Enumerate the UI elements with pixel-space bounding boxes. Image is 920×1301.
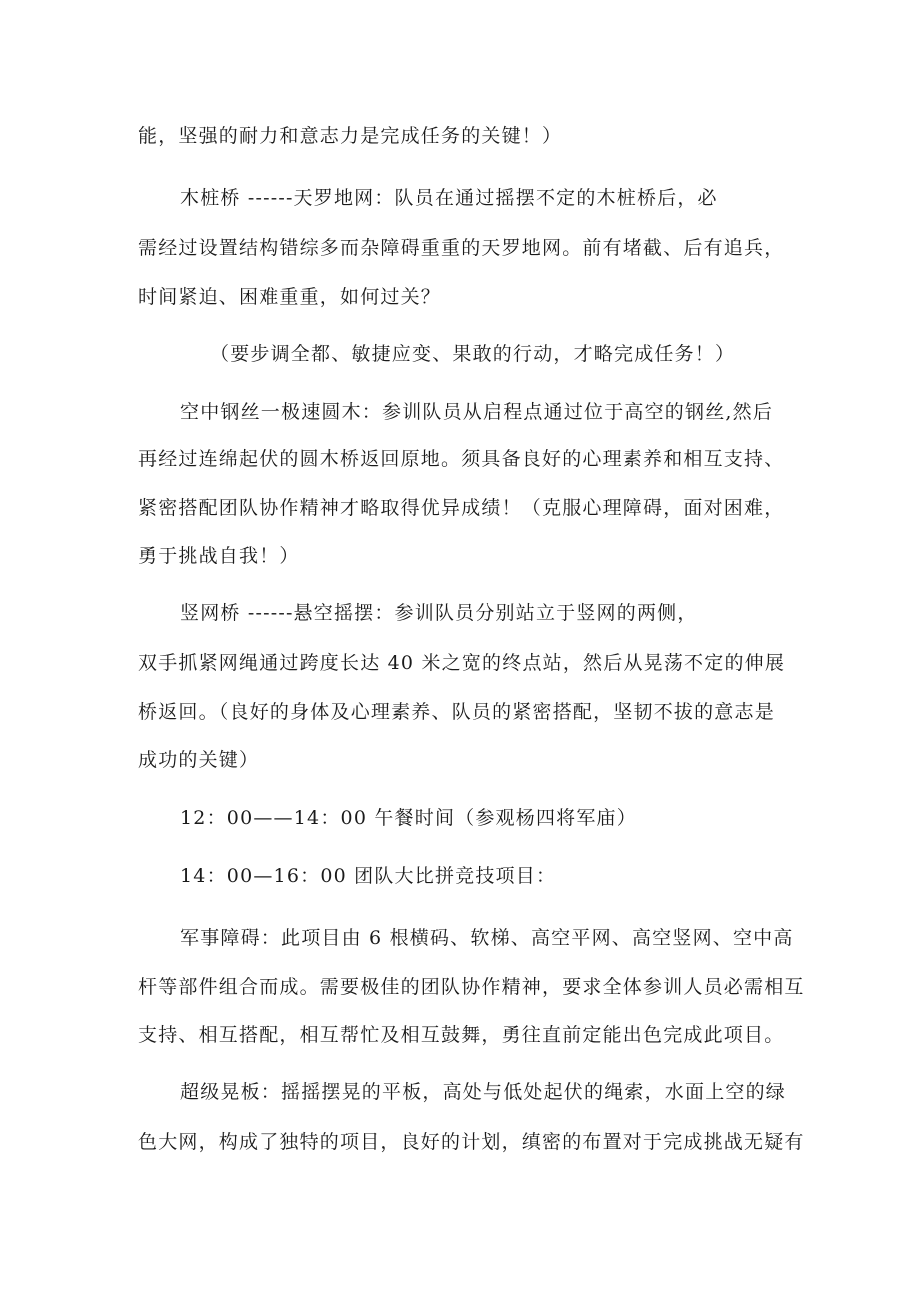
text-line: 需经过设置结构错综多而杂障碍重重的天罗地网。前有堵截、后有追兵， (138, 237, 785, 259)
text-line: 成功的关键） (138, 749, 260, 771)
text-line: 桥返回。（良好的身体及心理素养、队员的紧密搭配，坚韧不拔的意志是 (138, 701, 775, 723)
text-line: 杆等部件组合而成。需要极佳的团队协作精神，要求全体参训人员必需相互 (138, 976, 805, 998)
text-line: 竖网桥 ------悬空摇摆：参训队员分别站立于竖网的两侧， (180, 602, 698, 624)
schedule-line: 14：00—16：00 团队大比拼竞技项目： (180, 865, 557, 887)
text-line: （要步调全都、敏捷应变、果敢的行动，才略完成任务！） (210, 343, 736, 365)
text-line: 紧密搭配团队协作精神才略取得优异成绩！（克服心理障碍，面对困难， (138, 497, 785, 519)
text-line: 支持、相互搭配，相互帮忙及相互鼓舞，勇往直前定能出色完成此项目。 (138, 1024, 785, 1046)
text-line: 空中钢丝一极速圆木：参训队员从启程点通过位于高空的钢丝,然后 (180, 401, 774, 423)
text-line: 双手抓紧网绳通过跨度长达 40 米之宽的终点站，然后从晃荡不定的伸展 (138, 652, 786, 674)
text-line: 再经过连绵起伏的圆木桥返回原地。须具备良好的心理素养和相互支持、 (138, 448, 785, 470)
text-line: 军事障碍：此项目由 6 根横码、软梯、高空平网、高空竖网、空中高 (180, 927, 794, 949)
text-line: 木桩桥 ------天罗地网：队员在通过摇摆不定的木桩桥后，必 (180, 187, 718, 209)
text-line: 超级晃板：摇摇摆晃的平板，高处与低处起伏的绳索，水面上空的绿 (180, 1081, 787, 1103)
schedule-line: 12：00——14：00 午餐时间（参观杨四将军庙） (180, 807, 637, 829)
text-line: 能，坚强的耐力和意志力是完成任务的关键！） (138, 125, 563, 147)
text-line: 时间紧迫、困难重重，如何过关？ (138, 286, 442, 308)
text-line: 色大网，构成了独特的项目，良好的计划，缜密的布置对于完成挑战无疑有 (138, 1131, 805, 1153)
text-line: 勇于挑战自我！） (138, 545, 300, 567)
